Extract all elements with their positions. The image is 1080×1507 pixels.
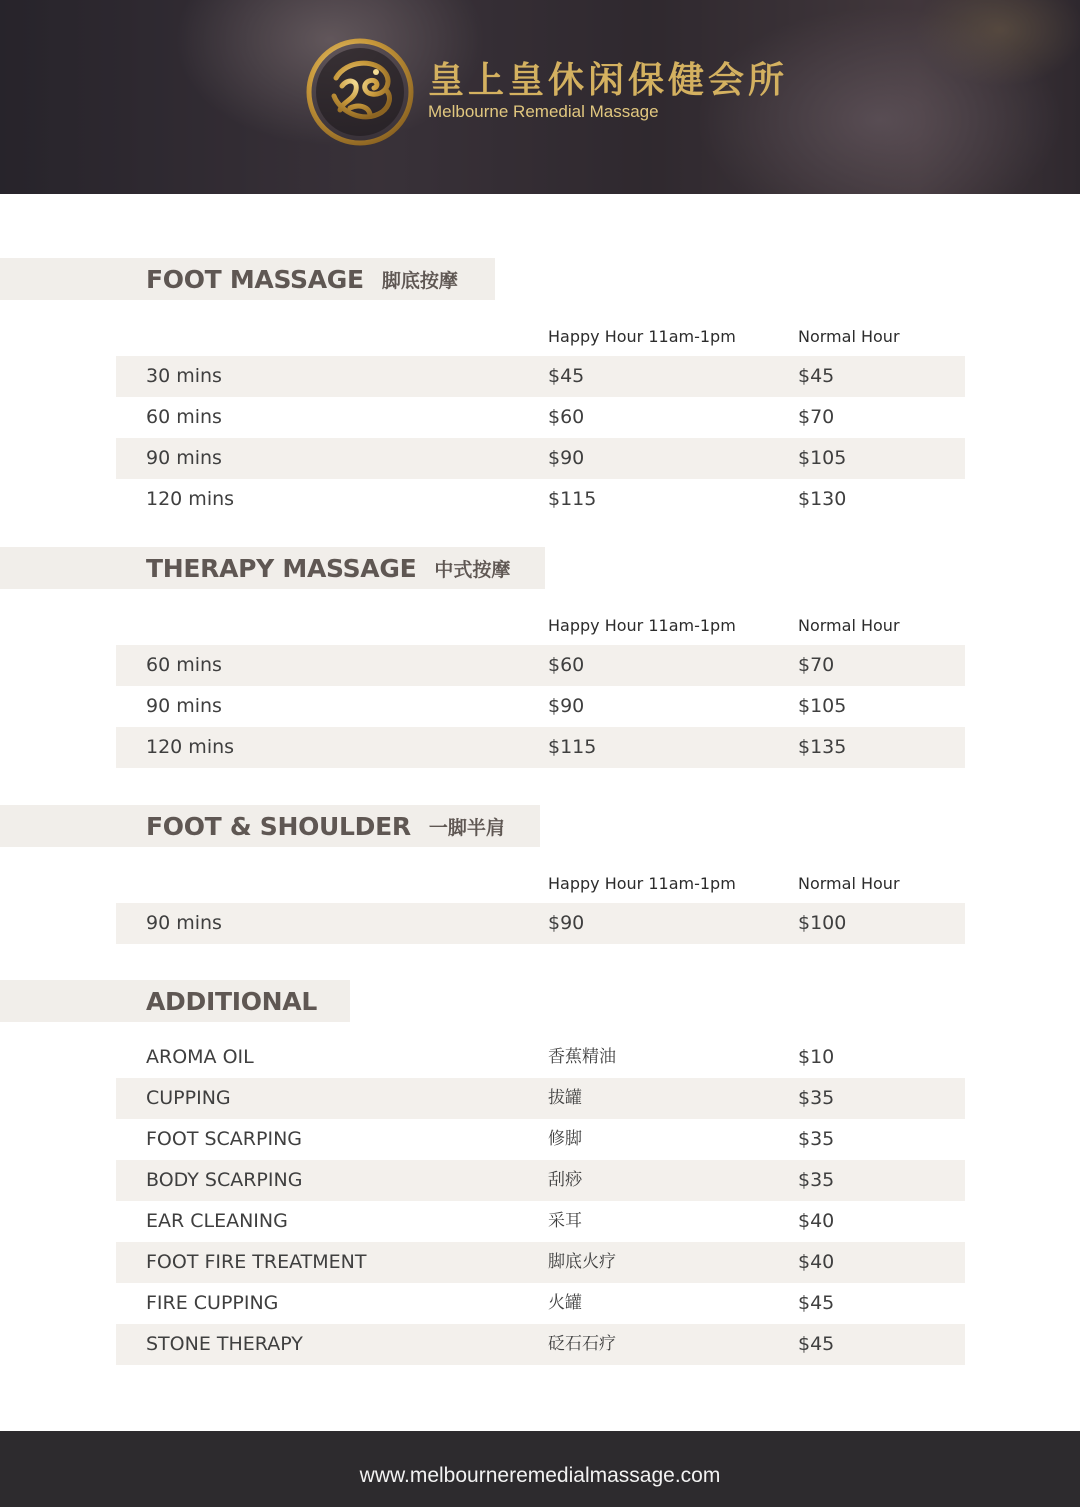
brand-chinese-name: 皇上皇休闲保健会所 [428, 59, 789, 101]
section-title-foot-massage [0, 258, 495, 300]
happy-hour-price: $60 [548, 406, 585, 428]
website-link[interactable]: www.melbourneremedialmassage.com [359, 1464, 721, 1487]
column-header-happy-hour: Happy Hour 11am-1pm [548, 616, 736, 635]
normal-hour-price: $105 [798, 695, 847, 717]
service-name: BODY SCARPING [146, 1169, 303, 1191]
dragon-logo-icon [306, 38, 414, 146]
section-title-text: THERAPY MASSAGE [146, 553, 417, 583]
happy-hour-price: $115 [548, 736, 597, 758]
column-header-normal-hour: Normal Hour [798, 616, 900, 635]
service-name-cn: 修脚 [548, 1129, 582, 1149]
service-name-cn: 香蕉精油 [548, 1047, 616, 1067]
service-price: $35 [798, 1128, 835, 1150]
duration-cell: 90 mins [146, 695, 222, 717]
section-title-cn: 一脚半肩 [428, 816, 505, 839]
duration-cell: 60 mins [146, 406, 222, 428]
duration-cell: 90 mins [146, 447, 222, 469]
section-title-text: FOOT & SHOULDER [146, 811, 411, 841]
normal-hour-price: $45 [798, 365, 835, 387]
service-price: $45 [798, 1292, 835, 1314]
service-name-cn: 刮痧 [548, 1170, 582, 1190]
happy-hour-price: $90 [548, 447, 585, 469]
column-header-happy-hour: Happy Hour 11am-1pm [548, 874, 736, 893]
table-row [116, 1078, 965, 1119]
table-row [116, 1324, 965, 1365]
section-title-text: FOOT MASSAGE [146, 264, 364, 294]
header-banner [0, 0, 1080, 194]
service-price: $40 [798, 1251, 835, 1273]
service-name-cn: 拔罐 [548, 1088, 582, 1108]
column-header-happy-hour: Happy Hour 11am-1pm [548, 327, 736, 346]
table-row [116, 1242, 965, 1283]
table-row [116, 1160, 965, 1201]
normal-hour-price: $105 [798, 447, 847, 469]
service-name-cn: 采耳 [548, 1211, 582, 1231]
table-row [116, 686, 965, 727]
table-row [116, 1037, 965, 1078]
normal-hour-price: $100 [798, 912, 847, 934]
happy-hour-price: $90 [548, 912, 585, 934]
normal-hour-price: $135 [798, 736, 847, 758]
service-price: $35 [798, 1087, 835, 1109]
table-row [116, 727, 965, 768]
service-name: FOOT SCARPING [146, 1128, 303, 1150]
section-title-text: ADDITIONAL [146, 986, 317, 1016]
service-name: STONE THERAPY [146, 1333, 303, 1355]
happy-hour-price: $60 [548, 654, 585, 676]
duration-cell: 90 mins [146, 912, 222, 934]
footer-bar [0, 1431, 1080, 1507]
table-row [116, 356, 965, 397]
table-row [116, 903, 965, 944]
table-row [116, 438, 965, 479]
service-name-cn: 砭石石疗 [548, 1334, 616, 1354]
happy-hour-price: $45 [548, 365, 585, 387]
normal-hour-price: $70 [798, 406, 835, 428]
column-header-normal-hour: Normal Hour [798, 327, 900, 346]
duration-cell: 60 mins [146, 654, 222, 676]
table-row [116, 1201, 965, 1242]
section-title-foot-shoulder [0, 805, 540, 847]
service-price: $35 [798, 1169, 835, 1191]
happy-hour-price: $115 [548, 488, 597, 510]
section-title-cn: 脚底按摩 [381, 269, 458, 292]
duration-cell: 120 mins [146, 736, 235, 758]
service-price: $40 [798, 1210, 835, 1232]
duration-cell: 30 mins [146, 365, 222, 387]
section-title-therapy-massage [0, 547, 545, 589]
normal-hour-price: $130 [798, 488, 847, 510]
service-name: FOOT FIRE TREATMENT [146, 1251, 367, 1273]
happy-hour-price: $90 [548, 695, 585, 717]
service-price: $10 [798, 1046, 835, 1068]
service-name-cn: 火罐 [548, 1293, 582, 1313]
table-row [116, 1119, 965, 1160]
normal-hour-price: $70 [798, 654, 835, 676]
service-price: $45 [798, 1333, 835, 1355]
section-title-cn: 中式按摩 [434, 558, 511, 581]
table-row [116, 479, 965, 520]
table-row [116, 397, 965, 438]
duration-cell: 120 mins [146, 488, 235, 510]
section-title-additional [0, 980, 350, 1022]
service-name: AROMA OIL [146, 1046, 254, 1068]
table-row [116, 645, 965, 686]
service-name-cn: 脚底火疗 [548, 1252, 616, 1272]
brand-english-name: Melbourne Remedial Massage [428, 102, 659, 121]
service-name: EAR CLEANING [146, 1210, 288, 1232]
table-row [116, 1283, 965, 1324]
column-header-normal-hour: Normal Hour [798, 874, 900, 893]
service-name: CUPPING [146, 1087, 231, 1109]
service-name: FIRE CUPPING [146, 1292, 279, 1314]
